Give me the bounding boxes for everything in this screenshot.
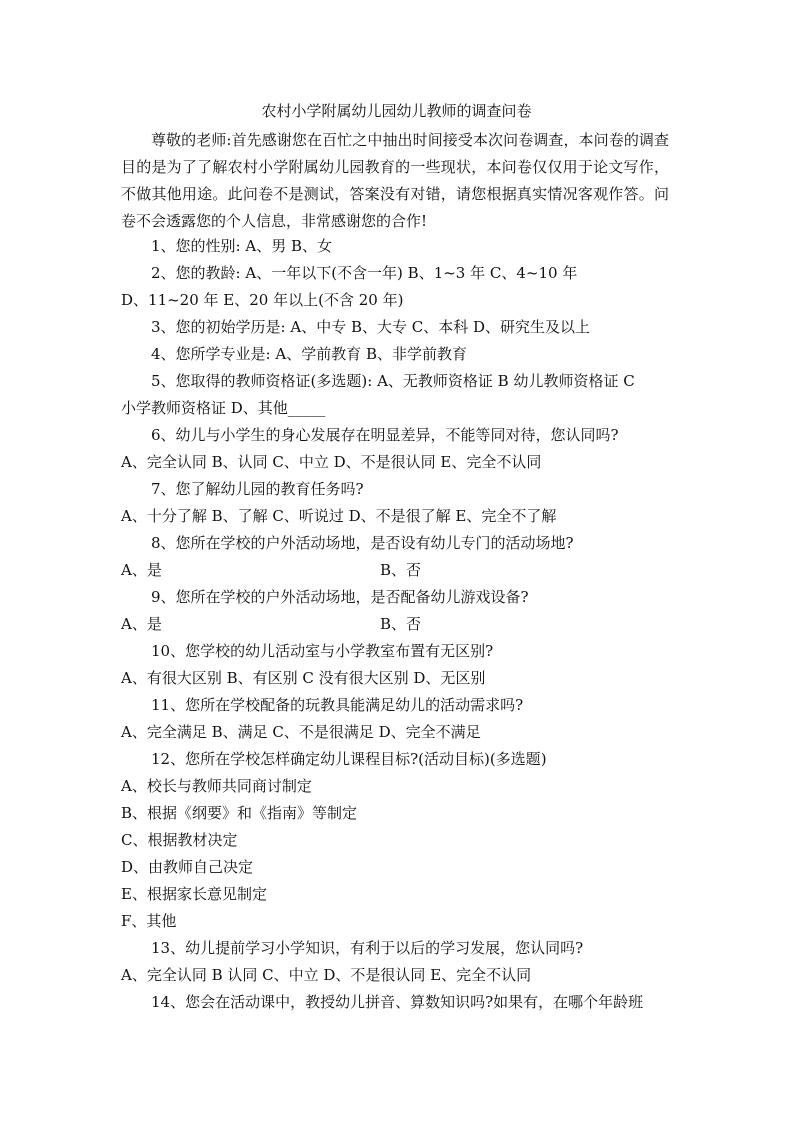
- document-title: 农村小学附属幼儿园幼儿教师的调查问卷: [261, 102, 532, 120]
- question-10-options: A、有很大区别 B、有区别 C 没有很大区别 D、无区别: [121, 669, 486, 687]
- question-5-options-cont: 小学教师资格证 D、其他_____: [121, 399, 326, 417]
- question-10: 10、您学校的幼儿活动室与小学教室布置有无区别?: [151, 642, 494, 660]
- question-2-options-cont: D、11~20 年 E、20 年以上(不含 20 年): [121, 291, 404, 309]
- question-1: 1、您的性别: A、男 B、女: [151, 237, 332, 255]
- question-13: 13、幼儿提前学习小学知识，有利于以后的学习发展，您认同吗?: [151, 939, 584, 957]
- question-7: 7、您了解幼儿园的教育任务吗?: [151, 480, 364, 498]
- question-12-option-a: A、校长与教师共同商讨制定: [121, 777, 312, 795]
- question-12-option-c: C、根据教材决定: [121, 831, 238, 849]
- question-6: 6、幼儿与小学生的身心发展存在明显差异，不能等同对待，您认同吗?: [151, 426, 619, 444]
- question-7-options: A、十分了解 B、了解 C、听说过 D、不是很了解 E、完全不了解: [121, 507, 557, 525]
- question-12-option-f: F、其他: [121, 912, 177, 930]
- question-11: 11、您所在学校配备的玩教具能满足幼儿的活动需求吗?: [151, 696, 524, 714]
- question-9-option-b: B、否: [380, 615, 422, 633]
- question-13-options: A、完全认同 B 认同 C、中立 D、不是很认同 E、完全不认同: [121, 966, 532, 984]
- question-8: 8、您所在学校的户外活动场地，是否设有幼儿专门的活动场地?: [151, 534, 574, 552]
- question-4: 4、您所学专业是: A、学前教育 B、非学前教育: [151, 345, 467, 363]
- intro-paragraph: 尊敬的老师:首先感谢您在百忙之中抽出时间接受本次问卷调查，本问卷的调查目的是为了了解农村小学附属幼儿园教育的一些现状，本问卷仅仅用于论文写作，不做其他用途。此问卷不是测试，答案没有对错，请您根据真实情况客观作答。问卷不会透露您的个人信息，非常感谢您的合作!: [121, 131, 669, 230]
- question-12: 12、您所在学校怎样确定幼儿课程目标?(活动目标)(多选题): [151, 750, 547, 768]
- question-6-options: A、完全认同 B、认同 C、中立 D、不是很认同 E、完全不认同: [121, 453, 542, 471]
- question-11-options: A、完全满足 B、满足 C、不是很满足 D、完全不满足: [121, 723, 481, 741]
- question-12-option-e: E、根据家长意见制定: [121, 885, 267, 903]
- question-8-option-b: B、否: [380, 561, 422, 579]
- question-14: 14、您会在活动课中，教授幼儿拼音、算数知识吗?如果有，在哪个年龄班: [151, 993, 644, 1011]
- question-2: 2、您的教龄: A、一年以下(不含一年) B、1~3 年 C、4~10 年: [151, 264, 578, 282]
- question-3: 3、您的初始学历是: A、中专 B、大专 C、本科 D、研究生及以上: [151, 318, 591, 336]
- question-8-option-a: A、是: [121, 561, 162, 579]
- question-12-option-d: D、由教师自己决定: [121, 858, 254, 876]
- question-9: 9、您所在学校的户外活动场地，是否配备幼儿游戏设备?: [151, 588, 529, 606]
- question-9-option-a: A、是: [121, 615, 162, 633]
- question-5: 5、您取得的教师资格证(多选题): A、无教师资格证 B 幼儿教师资格证 C: [151, 372, 635, 390]
- question-12-option-b: B、根据《纲要》和《指南》等制定: [121, 804, 358, 822]
